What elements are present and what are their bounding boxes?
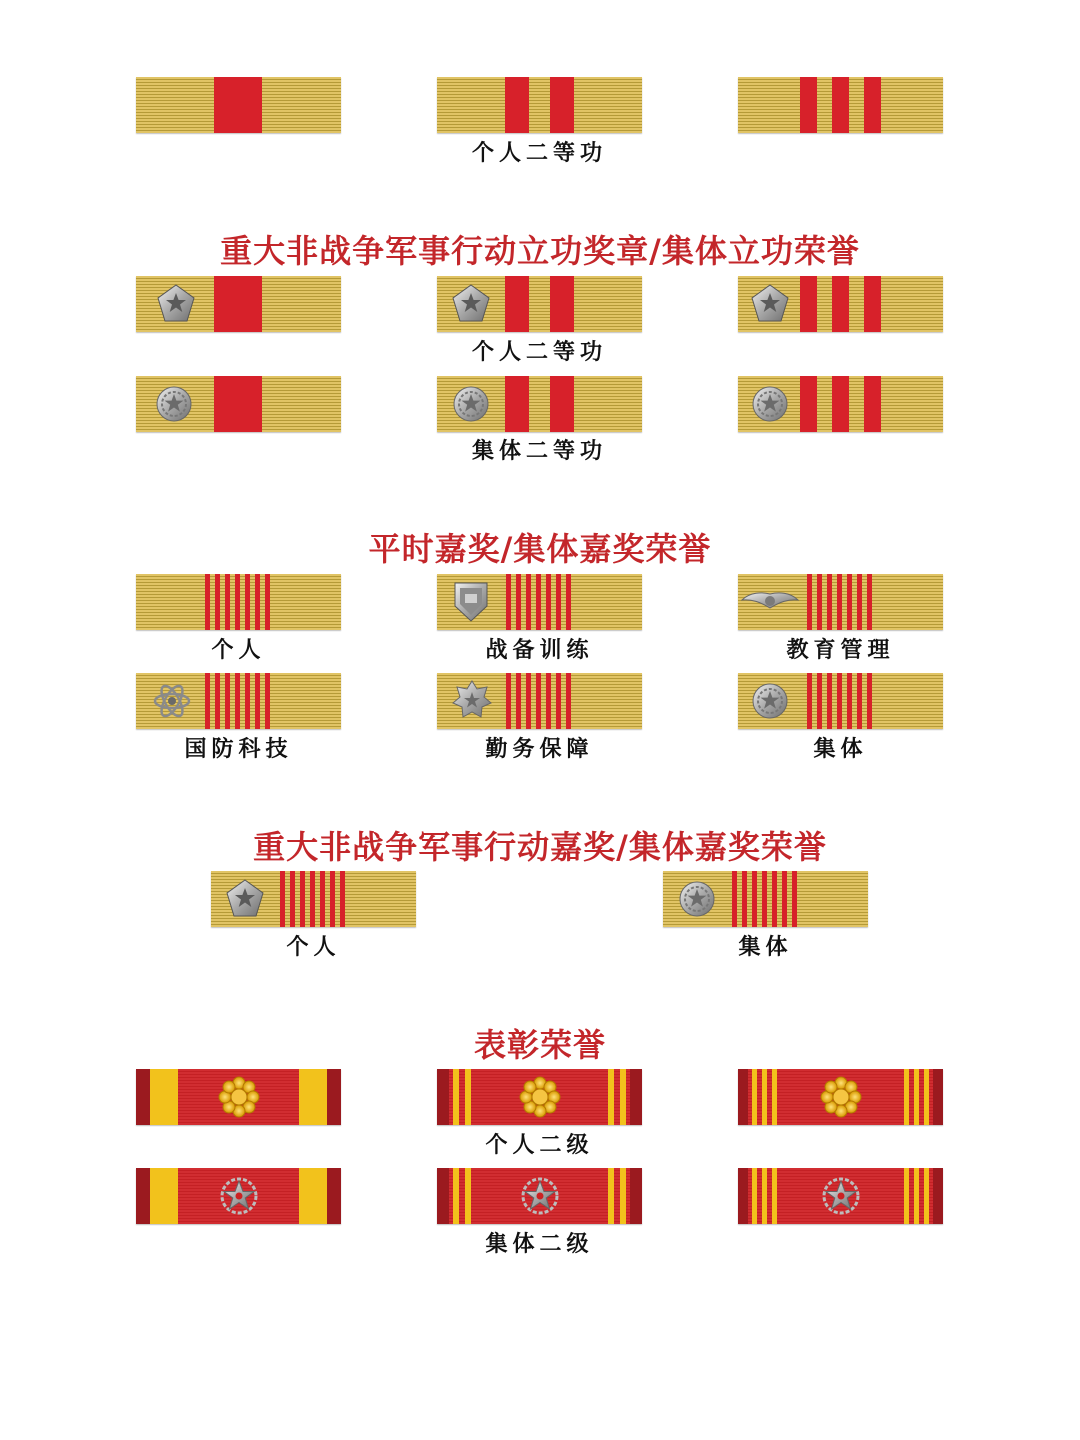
silver-star-wreath-icon — [519, 1175, 561, 1217]
ribbon-individual-third-class — [738, 77, 943, 133]
gold-flower-icon — [218, 1076, 260, 1118]
gold-flower-icon — [820, 1076, 862, 1118]
ribbon-label: 集体 — [738, 934, 793, 960]
ribbon-label: 集体 — [813, 736, 868, 762]
ribbon-label: 集体二级 — [485, 1231, 594, 1257]
ribbon-operation-commendation-collective — [663, 871, 868, 927]
star-gear-icon — [451, 679, 493, 723]
star-wreath-badge-icon — [750, 384, 790, 424]
section-title: 平时嘉奖/集体嘉奖荣誉 — [368, 530, 712, 568]
ribbon-commendation-individual — [136, 574, 341, 630]
ribbon-label: 战备训练 — [485, 637, 594, 663]
ribbon-operation-commendation-individual — [211, 871, 416, 927]
star-wreath-badge-icon — [154, 384, 194, 424]
ribbon-operation-first-individual — [136, 276, 341, 332]
ribbon-label: 勤务保障 — [485, 736, 594, 762]
star-wreath-badge-icon — [451, 384, 491, 424]
pentagon-star-badge-icon — [156, 283, 196, 325]
ribbon-label: 个人二等功 — [471, 339, 607, 365]
star-wreath-badge-icon — [750, 681, 790, 721]
ribbon-individual-first-class — [136, 77, 341, 133]
silver-star-wreath-icon — [218, 1175, 260, 1217]
ribbon-commendation-logistics-support — [437, 673, 642, 729]
wings-icon — [740, 588, 800, 616]
ribbon-individual-second-class — [437, 77, 642, 133]
ribbon-honor-collective-second — [437, 1168, 642, 1224]
ribbon-commendation-education-management — [738, 574, 943, 630]
pentagon-star-badge-icon — [451, 283, 491, 325]
ribbon-operation-third-individual — [738, 276, 943, 332]
atom-icon — [152, 679, 192, 723]
section-title: 表彰荣誉 — [473, 1026, 606, 1064]
ribbon-honor-collective-third — [738, 1168, 943, 1224]
ribbon-label: 集体二等功 — [471, 438, 607, 464]
section-title: 重大非战争军事行动立功奖章/集体立功荣誉 — [220, 232, 860, 270]
ribbon-honor-individual-second — [437, 1069, 642, 1125]
pentagon-star-badge-icon — [750, 283, 790, 325]
ribbon-label: 个人二级 — [485, 1132, 594, 1158]
ribbon-label: 个人 — [211, 637, 266, 663]
ribbon-label: 国防科技 — [184, 736, 293, 762]
star-wreath-badge-icon — [677, 879, 717, 919]
ribbon-honor-individual-first — [136, 1069, 341, 1125]
gold-flower-icon — [519, 1076, 561, 1118]
ribbon-honor-collective-first — [136, 1168, 341, 1224]
ribbon-operation-second-collective — [437, 376, 642, 432]
ribbon-label: 教育管理 — [786, 637, 895, 663]
ribbon-label: 个人二等功 — [471, 140, 607, 166]
ribbon-operation-second-individual — [437, 276, 642, 332]
section-title: 重大非战争军事行动嘉奖/集体嘉奖荣誉 — [253, 828, 827, 866]
pentagon-star-badge-icon — [225, 878, 265, 920]
ribbon-label: 个人 — [286, 934, 341, 960]
ribbon-honor-individual-third — [738, 1069, 943, 1125]
ribbon-commendation-defense-technology — [136, 673, 341, 729]
ribbon-operation-first-collective — [136, 376, 341, 432]
ribbon-commendation-combat-training — [437, 574, 642, 630]
ribbon-operation-third-collective — [738, 376, 943, 432]
silver-star-wreath-icon — [820, 1175, 862, 1217]
ribbon-commendation-collective — [738, 673, 943, 729]
shield-icon — [451, 580, 491, 624]
